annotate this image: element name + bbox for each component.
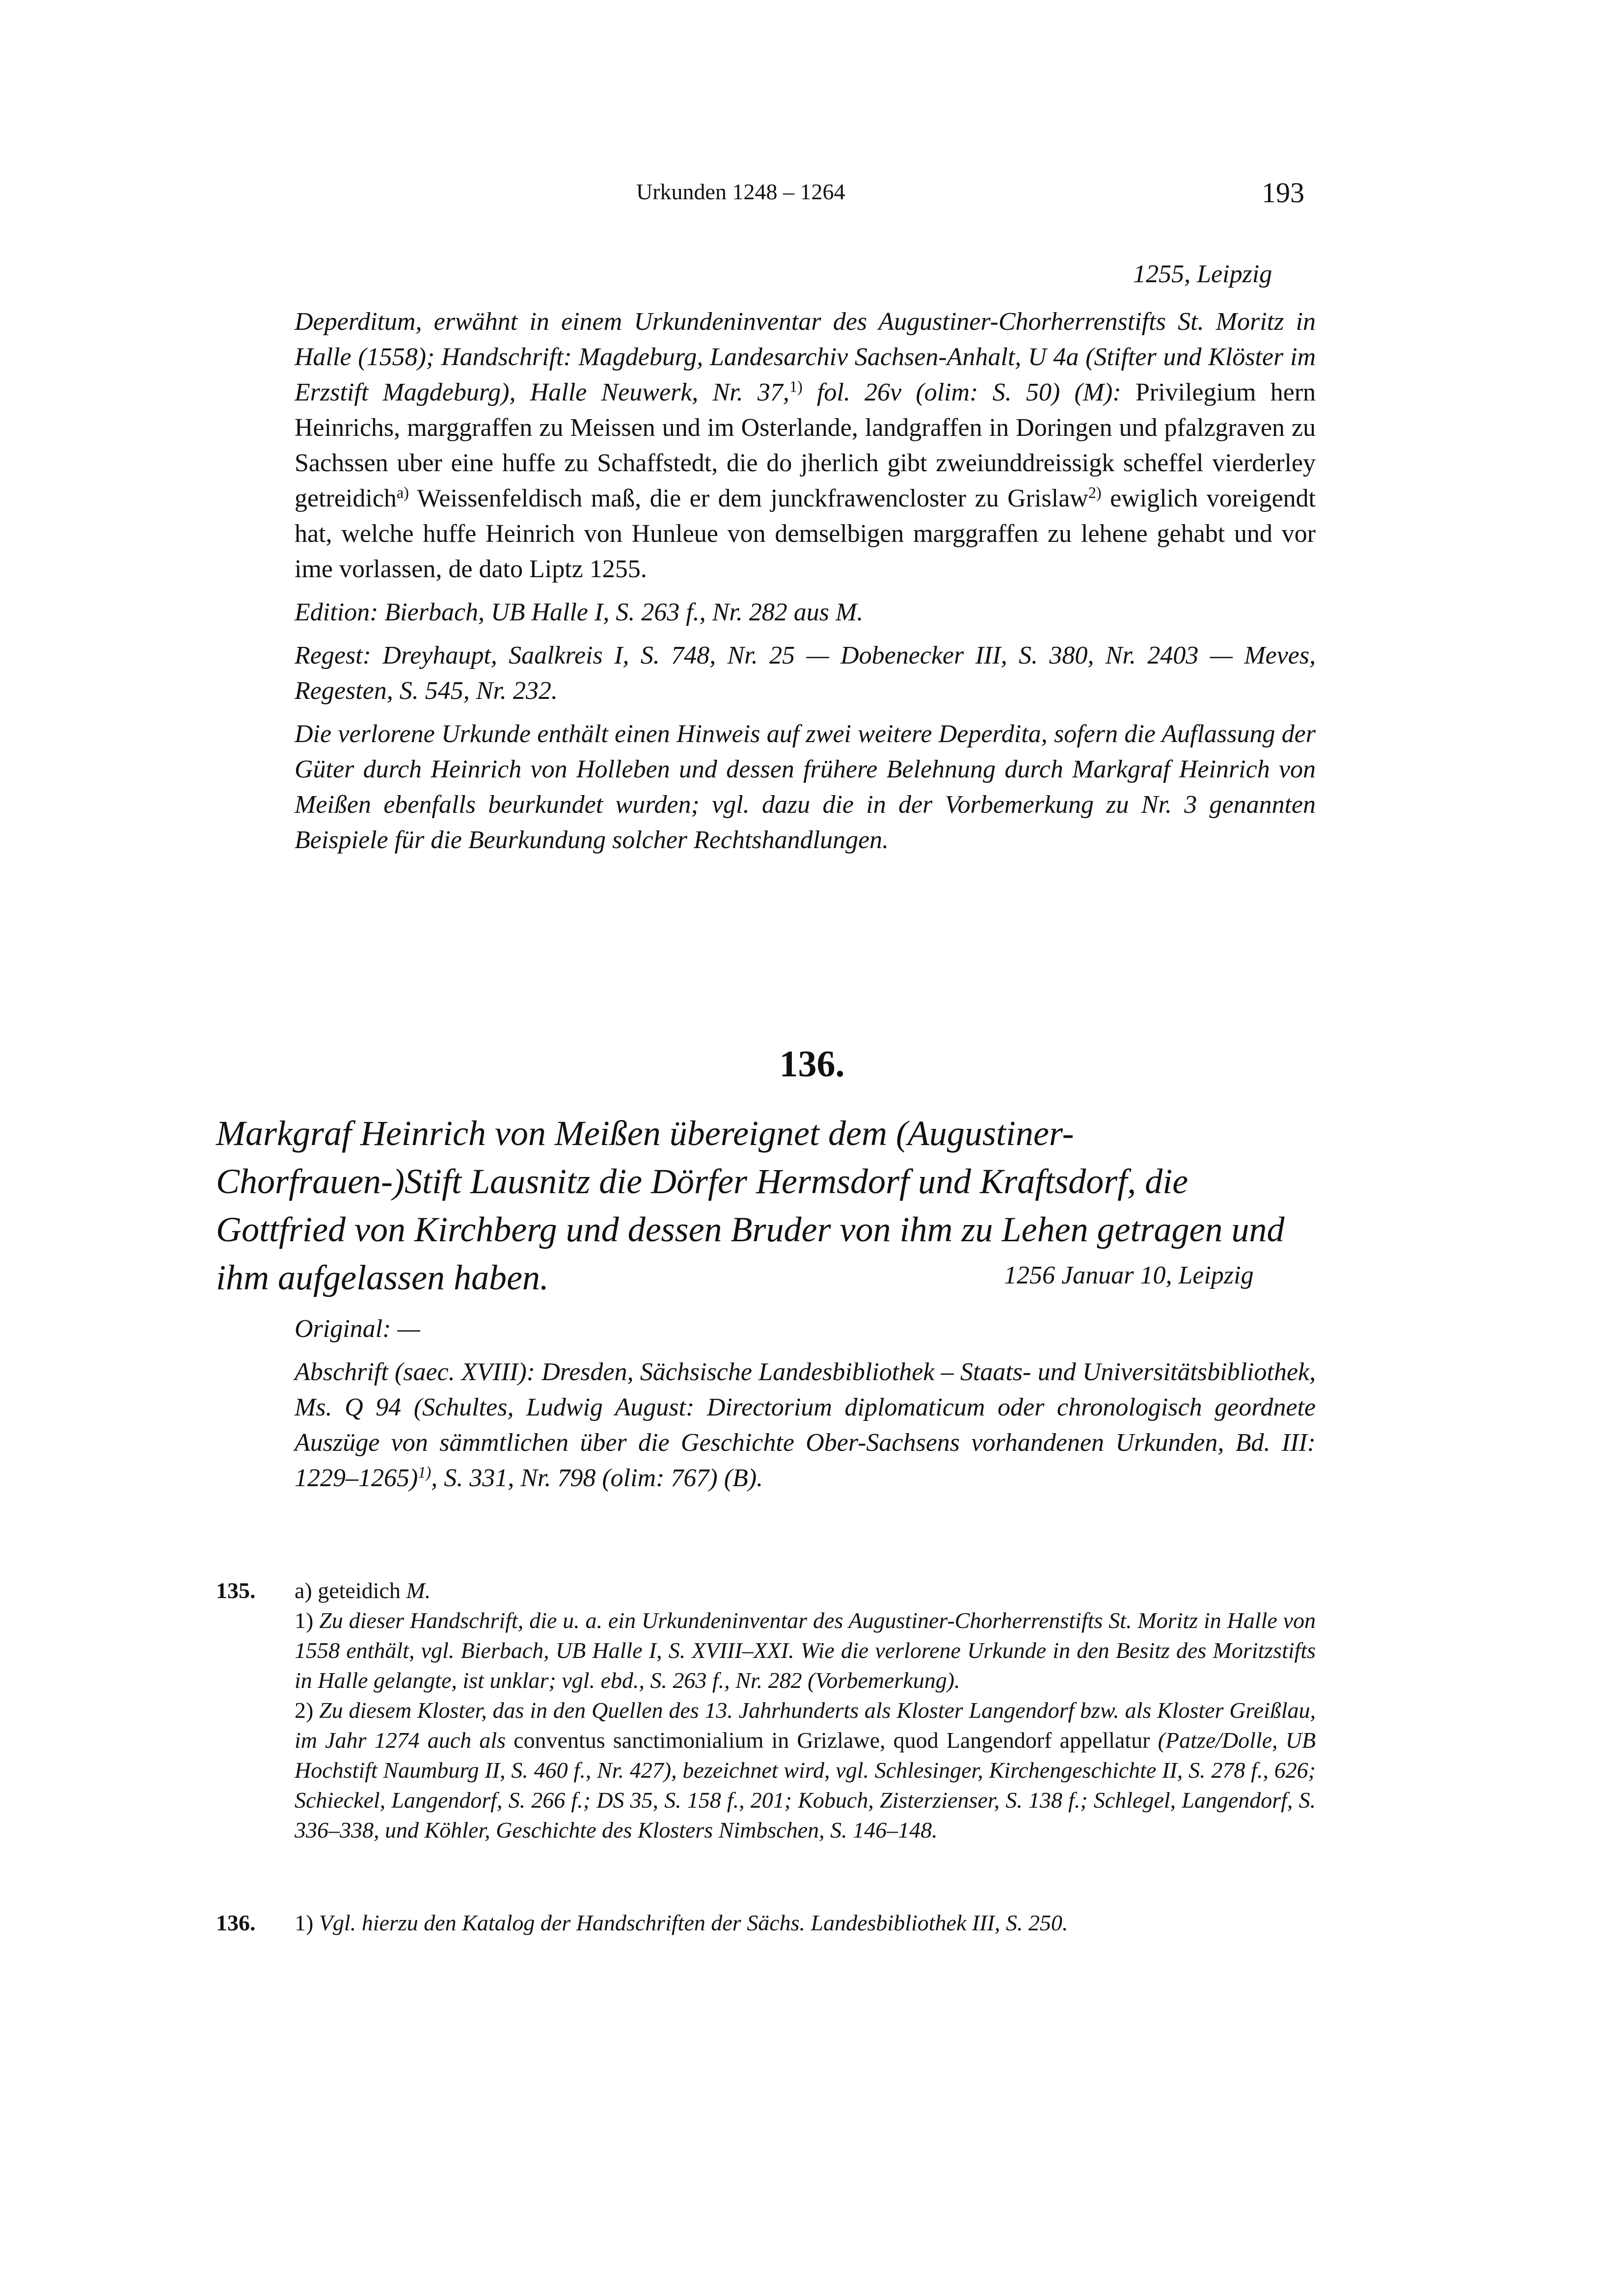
footnote-136-1 [295,1908,1316,1938]
footnote-ref-1: 1) [789,377,803,396]
document-number-136: 136. [779,1043,845,1085]
footnotes-136 [295,1908,1316,1938]
edition-line: Edition: Bierbach, UB Halle I, S. 263 f., Nr. 282 aus M. [295,598,864,626]
tradition-text: Deperditum, erwähnt in einem Urkundeninventar des Augustiner-Chorherrenstifts St. Moritz in Halle (1558); Handschrift: Magdeburg, Landesarchiv Sachsen-Anhalt, U 4a (Stifter und Klöster im Erzstift Magdeburg), Halle Neuwerk, Nr. 37, [295,308,1316,406]
footnote-label-136: 136. [216,1910,256,1935]
remark-paragraph: Die verlorene Urkunde enthält einen Hinweis auf zwei weitere Deperdita, sofern die Auflassung der Güter durch Heinrich von Holleben und dessen frühere Belehnung durch Markgraf Heinrich von Meißen ebenfalls beurkundet wurden; vgl. dazu die in der Vorbemerkung zu Nr. 3 genannten Beispiele für die Beurkundung solcher Rechtshandlungen. [295,720,1316,854]
document-title-136: Markgraf Heinrich von Meißen übereignet dem (Augustiner-Chorfrauen-)Stift Lausnitz die Dörfer Hermsdorf und Kraftsdorf, die Gottfried von Kirchberg und dessen Bruder von ihm zu Lehen getragen und ihm aufgelassen haben. [216,1114,1285,1297]
footnote-2-text: Zu diesem Kloster, das in den Quellen des 13. Jahrhunderts als Kloster Langendorf bzw. als Kloster Greißlau, im Jahr 1274 auch als [295,1698,1316,1753]
footnote-ref-a: a) [396,483,409,502]
footnote-2-text-end: (Patze/Dolle, UB Hochstift Naumburg II, S. 460 f., Nr. 427), bezeichnet wird, vgl. Schlesinger, Kirchengeschichte II, S. 278 f., 626; Schieckel, Langendorf, S. 266 f.; DS 35, S. 158 f., 201; Kobuch, Zisterzienser, S. 138 f.; Schlegel, Langendorf, S. 336–338, und Köhler, Geschichte des Klosters Nimbschen, S. 146–148. [295,1728,1316,1842]
regest-line: Regest: Dreyhaupt, Saalkreis I, S. 748, Nr. 25 — Dobenecker III, S. 380, Nr. 2403 — Meves, Regesten, S. 545, Nr. 232. [295,641,1316,705]
footnote-2-quote: conventus sanctimonialium in Grizlawe, quod Langendorf appellatur [514,1728,1150,1753]
inventory-quote-cont: Weissenfeldisch maß, die er dem junckfrawencloster zu Grislaw [408,484,1088,512]
footnote-2 [295,1695,1316,1845]
footnote-a-text: a) geteidich [295,1578,406,1603]
running-title: Urkunden 1248 – 1264 [636,179,845,204]
copy-text: Abschrift (saec. XVIII): Dresden, Sächsische Landesbibliothek – Staats- und Universitätsbibliothek, Ms. Q 94 (Schultes, Ludwig August: Directorium diplomaticum oder chronologisch geordnete Auszüge von sämmtlichen über die Geschichte Ober-Sachsens vorhandenen Urkunden, Bd. III: 1229–1265) [295,1358,1316,1492]
footnote-a [295,1575,1316,1605]
doc-135-body [295,304,1316,858]
inventory-quote-end: ewiglich voreigendt hat, welche huffe Heinrich von Hunleue von demselbigen marggraffen zu lehene gehabt und vor ime vorlassen, de dato Liptz 1255. [295,484,1316,583]
inventory-quote: Privilegium hern Heinrichs, marggraffen zu Meissen und im Osterlande, landgraffen in Doringen und pfalzgraven zu Sachssen uber eine huffe zu Schaffstedt, die do jherlich gibt zweiunddreissigk scheffel vierderley getreidich [295,378,1316,512]
footnotes-135 [295,1575,1316,1845]
tradition-paragraph [295,304,1316,587]
footnote-label-135: 135. [216,1578,256,1603]
original-line: Original: — [295,1315,420,1343]
footnote-136-1-text: Vgl. hierzu den Katalog der Handschriften der Sächs. Landesbibliothek III, S. 250. [319,1910,1068,1935]
footnote-1-text: Zu dieser Handschrift, die u. a. ein Urkundeninventar des Augustiner-Chorherrenstifts St. Moritz in Halle von 1558 enthält, vgl. Bierbach, UB Halle I, S. XVIII–XXI. Wie die verlorene Urkunde in den Besitz des Moritzstifts in Halle gelangte, ist unklar; vgl. ebd., S. 263 f., Nr. 282 (Vorbemerkung). [295,1608,1316,1693]
tradition-folio: fol. 26v (olim: S. 50) (M): [802,378,1121,406]
footnote-1 [295,1605,1316,1695]
dateline-135: 1255, Leipzig [1133,260,1272,288]
dateline-136: 1256 Januar 10, Leipzig [1004,1261,1254,1289]
footnote-a-siglum: M. [406,1578,431,1603]
page-number: 193 [1262,177,1304,209]
footnote-ref-136-1: 1) [418,1463,432,1481]
doc-136-body [295,1311,1316,1496]
footnote-1-number: 1) [295,1608,320,1633]
footnote-ref-2: 2) [1088,483,1102,502]
copy-paragraph [295,1355,1316,1496]
footnote-2-number: 2) [295,1698,320,1723]
copy-text-end: , S. 331, Nr. 798 (olim: 767) (B). [431,1464,763,1492]
footnote-136-1-number: 1) [295,1910,319,1935]
